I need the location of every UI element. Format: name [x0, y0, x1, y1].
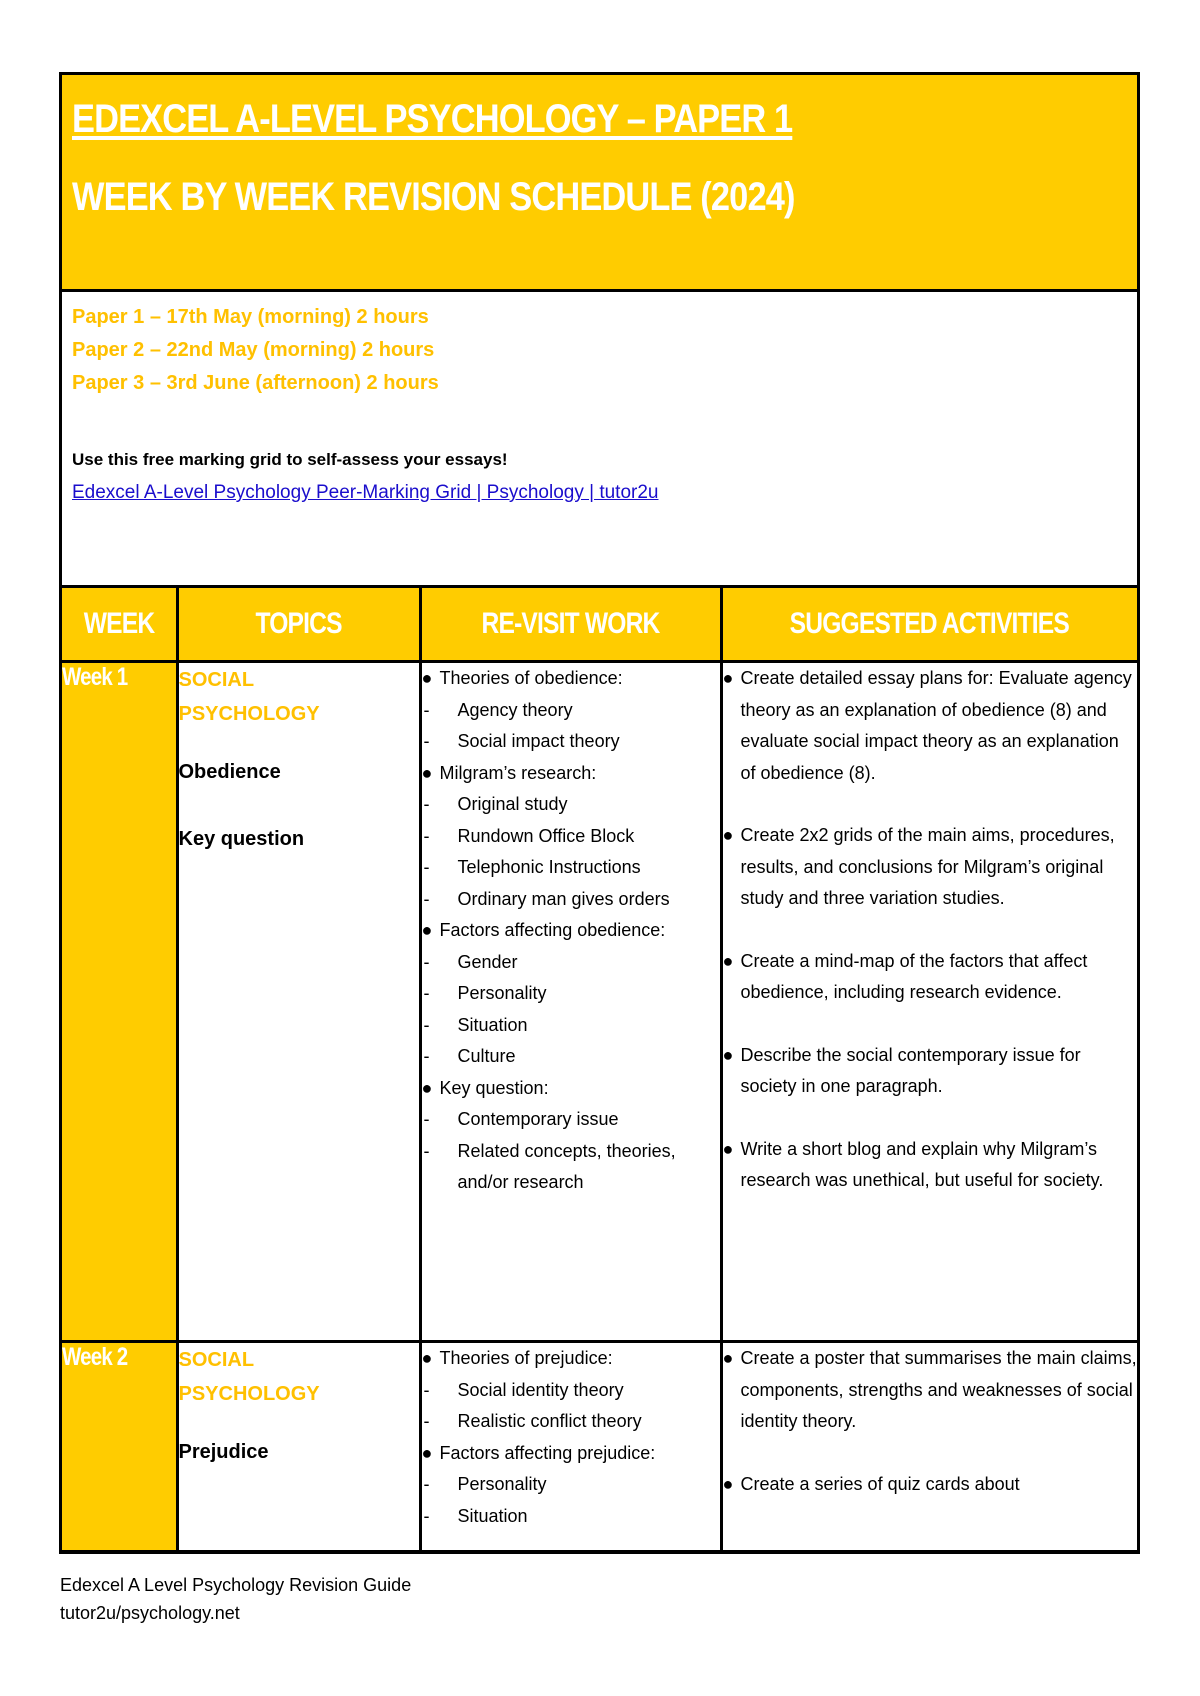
dash-icon: -	[423, 951, 430, 972]
dash-icon: -	[423, 1014, 430, 1035]
revisit-text: Personality	[457, 983, 547, 1003]
revisit-sub-item	[422, 1136, 720, 1199]
revisit-bullet-item	[422, 1073, 720, 1105]
revisit-sub-item	[422, 1469, 720, 1501]
column-header-revisit: RE-VISIT WORK	[420, 588, 721, 662]
activity-item	[723, 820, 1138, 915]
revisit-text: Situation	[457, 1505, 528, 1526]
dash-icon: -	[423, 1109, 430, 1129]
revisit-text: Rundown Office Block	[457, 825, 635, 846]
revisit-text: Situation	[457, 1014, 528, 1035]
dash-icon: -	[423, 888, 430, 909]
bullet-icon: ●	[421, 920, 433, 940]
revisit-sub-item	[422, 1501, 720, 1533]
footer-guide-title: Edexcel A Level Psychology Revision Guide	[60, 1575, 412, 1595]
revisit-cell	[420, 1342, 721, 1552]
revisit-text: Factors affecting obedience:	[439, 920, 666, 940]
topic-cell	[177, 662, 420, 1342]
exam-date-paper-3: Paper 3 – 3rd June (afternoon) 2 hours	[72, 372, 439, 394]
table-header-row	[62, 588, 1137, 662]
column-header-topics: TOPICS	[177, 588, 420, 662]
activity-item	[723, 1040, 1138, 1103]
revisit-text: Culture	[457, 1046, 516, 1066]
revisit-text: Related concepts, theories, and/or research	[457, 1140, 676, 1192]
topic-cell	[177, 1342, 420, 1552]
dash-icon: -	[423, 731, 430, 751]
revisit-sub-item	[422, 1375, 720, 1407]
revisit-bullet-item	[422, 915, 720, 947]
revisit-text: Theories of obedience:	[439, 668, 623, 688]
revisit-text: Contemporary issue	[457, 1109, 619, 1129]
dash-icon: -	[423, 1474, 430, 1494]
bullet-icon: ●	[421, 1077, 433, 1098]
revisit-cell	[420, 662, 721, 1342]
activity-text: Describe the social contemporary issue for society in one paragraph.	[740, 1044, 1081, 1096]
page-subtitle: WEEK BY WEEK REVISION SCHEDULE (2024)	[72, 175, 795, 219]
topic-subtopic: Obedience	[178, 761, 281, 783]
column-header-week: WEEK	[62, 588, 177, 662]
schedule-table	[62, 588, 1137, 1553]
revisit-text: Realistic conflict theory	[457, 1411, 642, 1431]
revisit-sub-item	[422, 821, 720, 853]
exam-date-paper-2: Paper 2 – 22nd May (morning) 2 hours	[72, 339, 435, 361]
revisit-text: Key question:	[439, 1077, 549, 1098]
revisit-sub-item	[422, 695, 720, 727]
revisit-sub-item	[422, 1041, 720, 1073]
week-label: Week 2	[62, 1342, 177, 1552]
revisit-sub-item	[422, 1104, 720, 1136]
marking-grid-link[interactable]: Edexcel A-Level Psychology Peer-Marking Grid | Psychology | tutor2u	[72, 482, 659, 503]
dash-icon: -	[423, 1140, 430, 1161]
column-header-activities: SUGGESTED ACTIVITIES	[721, 588, 1137, 662]
revisit-text: Personality	[457, 1474, 547, 1494]
revisit-text: Social impact theory	[457, 731, 620, 751]
revisit-text: Milgram’s research:	[439, 762, 597, 783]
revisit-text: Theories of prejudice:	[439, 1348, 613, 1368]
dash-icon: -	[423, 1379, 430, 1400]
revisit-text: Telephonic Instructions	[457, 857, 641, 877]
bullet-icon: ●	[722, 1473, 734, 1494]
revisit-bullet-item	[422, 1343, 720, 1375]
revisit-text: Gender	[457, 951, 518, 972]
dash-icon: -	[423, 857, 430, 877]
topic-category: SOCIAL PSYCHOLOGY	[178, 1349, 320, 1405]
revisit-sub-item	[422, 884, 720, 916]
topic-category: SOCIAL PSYCHOLOGY	[178, 669, 320, 725]
title-band	[62, 75, 1137, 292]
dash-icon: -	[423, 699, 430, 720]
topic-subtopic: Prejudice	[178, 1441, 269, 1463]
table-row	[62, 1342, 1137, 1552]
bullet-icon: ●	[421, 1442, 433, 1463]
revisit-sub-item	[422, 789, 720, 821]
activities-cell	[721, 1342, 1137, 1552]
bullet-icon: ●	[722, 1044, 734, 1065]
revisit-text: Agency theory	[457, 699, 573, 720]
bullet-icon: ●	[722, 950, 734, 971]
marking-note: Use this free marking grid to self-assess your essays!	[72, 450, 508, 469]
bullet-icon: ●	[722, 825, 734, 845]
activity-item	[723, 1343, 1138, 1438]
footer-site: tutor2u/psychology.net	[60, 1603, 240, 1623]
dash-icon: -	[423, 794, 430, 814]
week-label: Week 1	[62, 662, 177, 1342]
bullet-icon: ●	[421, 1348, 433, 1368]
bullet-icon: ●	[722, 668, 734, 688]
schedule-frame	[59, 72, 1140, 1554]
bullet-icon: ●	[421, 762, 433, 783]
revisit-sub-item	[422, 726, 720, 758]
activity-item	[723, 663, 1138, 789]
revisit-bullet-item	[422, 1438, 720, 1470]
dash-icon: -	[423, 1046, 430, 1066]
dash-icon: -	[423, 1411, 430, 1431]
revisit-bullet-item	[422, 758, 720, 790]
revisit-sub-item	[422, 978, 720, 1010]
bullet-icon: ●	[722, 1138, 734, 1159]
dash-icon: -	[423, 1505, 430, 1526]
activity-item	[723, 1469, 1138, 1501]
activity-text: Create a poster that summarises the main claims, components, strengths and weaknesses of social identity theory.	[740, 1348, 1137, 1431]
activity-text: Write a short blog and explain why Milgram’s research was unethical, but useful for society.	[740, 1138, 1104, 1190]
revisit-sub-item	[422, 947, 720, 979]
revisit-sub-item	[422, 1406, 720, 1438]
dash-icon: -	[423, 983, 430, 1003]
topic-subtopic: Key question	[178, 828, 305, 850]
activities-cell	[721, 662, 1137, 1342]
exam-date-paper-1: Paper 1 – 17th May (morning) 2 hours	[72, 306, 429, 328]
revisit-text: Original study	[457, 794, 568, 814]
activity-text: Create detailed essay plans for: Evaluate agency theory as an explanation of obedience (8) and evaluate social impact theory as an explanation of obedience (8).	[740, 668, 1132, 783]
revisit-sub-item	[422, 852, 720, 884]
revisit-bullet-item	[422, 663, 720, 695]
revisit-text: Social identity theory	[457, 1379, 624, 1400]
activity-item	[723, 1134, 1138, 1197]
activity-text: Create a series of quiz cards about	[740, 1473, 1020, 1494]
revisit-sub-item	[422, 1010, 720, 1042]
bullet-icon: ●	[722, 1348, 734, 1368]
dash-icon: -	[423, 825, 430, 846]
bullet-icon: ●	[421, 668, 433, 688]
revisit-text: Ordinary man gives orders	[457, 888, 670, 909]
page-title: EDEXCEL A-LEVEL PSYCHOLOGY – PAPER 1	[72, 97, 793, 141]
table-row	[62, 662, 1137, 1342]
exam-info	[62, 292, 1137, 588]
activity-item	[723, 946, 1138, 1009]
revisit-text: Factors affecting prejudice:	[439, 1442, 656, 1463]
activity-text: Create a mind-map of the factors that affect obedience, including research evidence.	[740, 950, 1088, 1002]
activity-text: Create 2x2 grids of the main aims, procedures, results, and conclusions for Milgram’s original study and three variation studies.	[740, 825, 1115, 908]
